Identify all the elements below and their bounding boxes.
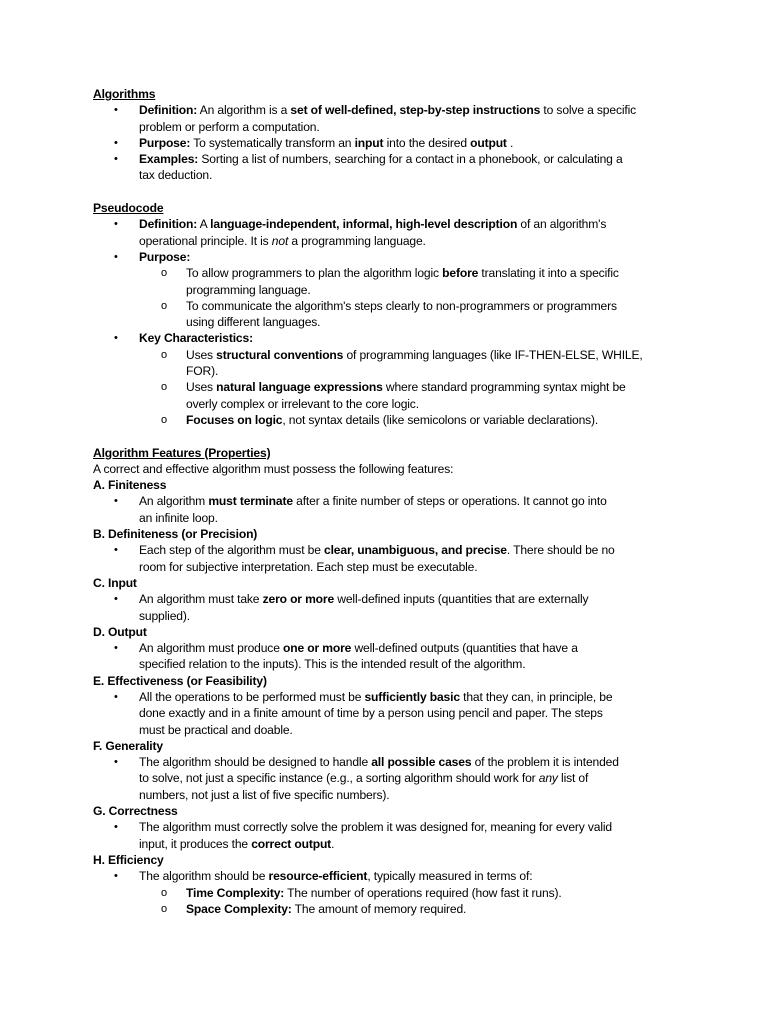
sub-list-item-continuation: FOR).	[186, 364, 219, 379]
list-item: • Examples: Sorting a list of numbers, searching for a contact in a phonebook, or calculating a	[114, 152, 623, 167]
feature-title-effectiveness: E. Effectiveness (or Feasibility)	[93, 673, 267, 688]
sub-list-item: o To allow programmers to plan the algorithm logic before translating it into a specific	[161, 266, 619, 281]
list-item-continuation: must be practical and doable.	[139, 722, 293, 737]
list-item: • Definition: A language-independent, informal, high-level description of an algorithm's	[114, 217, 607, 232]
list-item-continuation: input, it produces the correct output.	[139, 836, 335, 851]
circle-marker: o	[161, 299, 167, 312]
list-item: • Each step of the algorithm must be clear, unambiguous, and precise. There should be no	[114, 543, 615, 558]
bullet-marker: •	[114, 136, 118, 149]
list-item: • The algorithm should be designed to handle all possible cases of the problem it is intended	[114, 755, 619, 770]
features-intro: A correct and effective algorithm must possess the following features:	[93, 461, 454, 476]
feature-title-input: C. Input	[93, 575, 137, 590]
bullet-marker: •	[114, 690, 118, 703]
section-heading-pseudocode: Pseudocode	[93, 201, 164, 216]
bullet-marker: •	[114, 250, 118, 263]
feature-title-efficiency: H. Efficiency	[93, 852, 164, 867]
sub-list-item-continuation: programming language.	[186, 282, 311, 297]
document-body	[93, 86, 683, 917]
list-item: • The algorithm must correctly solve the problem it was designed for, meaning for every valid	[114, 820, 613, 835]
list-item-continuation: specified relation to the inputs). This is the intended result of the algorithm.	[139, 657, 526, 672]
list-item: • Key Characteristics:	[114, 331, 253, 346]
sub-list-item: o Time Complexity: The number of operations required (how fast it runs).	[161, 885, 562, 900]
feature-title-correctness: G. Correctness	[93, 804, 178, 819]
bullet-marker: •	[114, 218, 118, 231]
list-item: • Purpose: To systematically transform an input into the desired output .	[114, 135, 514, 150]
list-item: • An algorithm must produce one or more well-defined outputs (quantities that have a	[114, 641, 578, 656]
bullet-marker: •	[114, 593, 118, 606]
list-item-continuation: done exactly and in a finite amount of time by a person using pencil and paper. The steps	[139, 706, 603, 721]
list-item: • Definition: An algorithm is a set of well-defined, step-by-step instructions to solve a specific	[114, 103, 637, 118]
sub-list-item: o To communicate the algorithm's steps clearly to non-programmers or programmers	[161, 298, 617, 313]
list-item: • All the operations to be performed must be sufficiently basic that they can, in principle, be	[114, 689, 613, 704]
list-item: • Purpose:	[114, 249, 191, 264]
list-item-continuation: problem or perform a computation.	[139, 119, 320, 134]
sub-list-item: o Space Complexity: The amount of memory required.	[161, 901, 467, 916]
sub-list-item: o Uses structural conventions of programming languages (like IF-THEN-ELSE, WHILE,	[161, 347, 643, 362]
bullet-marker: •	[114, 870, 118, 883]
bullet-marker: •	[114, 544, 118, 557]
list-item-continuation: room for subjective interpretation. Each step must be executable.	[139, 559, 478, 574]
list-item: • An algorithm must terminate after a finite number of steps or operations. It cannot go into	[114, 494, 607, 509]
list-item-continuation: operational principle. It is not a programming language.	[139, 233, 426, 248]
bullet-marker: •	[114, 821, 118, 834]
circle-marker: o	[161, 267, 167, 280]
sub-list-item-continuation: overly complex or irrelevant to the core logic.	[186, 396, 419, 411]
list-item-continuation: to solve, not just a specific instance (e.g., a sorting algorithm should work for any list of	[139, 771, 589, 786]
section-heading-features: Algorithm Features (Properties)	[93, 445, 271, 460]
feature-title-finiteness: A. Finiteness	[93, 478, 167, 493]
bullet-marker: •	[114, 642, 118, 655]
feature-title-generality: F. Generality	[93, 738, 163, 753]
bullet-marker: •	[114, 104, 118, 117]
circle-marker: o	[161, 381, 167, 394]
bullet-marker: •	[114, 332, 118, 345]
bullet-marker: •	[114, 495, 118, 508]
list-item-continuation: an infinite loop.	[139, 510, 218, 525]
bullet-marker: •	[114, 756, 118, 769]
sub-list-item-continuation: using different languages.	[186, 315, 321, 330]
list-item-continuation: numbers, not just a list of five specific numbers).	[139, 787, 390, 802]
bullet-marker: •	[114, 153, 118, 166]
list-item: • An algorithm must take zero or more well-defined inputs (quantities that are externally	[114, 592, 589, 607]
sub-list-item: o Focuses on logic, not syntax details (like semicolons or variable declarations).	[161, 412, 599, 427]
circle-marker: o	[161, 413, 167, 426]
section-heading-algorithms: Algorithms	[93, 87, 156, 101]
sub-list-item: o Uses natural language expressions where standard programming syntax might be	[161, 380, 626, 395]
circle-marker: o	[161, 348, 167, 361]
feature-title-output: D. Output	[93, 624, 147, 639]
list-item: • The algorithm should be resource-efficient, typically measured in terms of:	[114, 869, 533, 884]
list-item-continuation: supplied).	[139, 608, 190, 623]
feature-title-definiteness: B. Definiteness (or Precision)	[93, 527, 258, 542]
circle-marker: o	[161, 902, 167, 915]
circle-marker: o	[161, 886, 167, 899]
list-item-continuation: tax deduction.	[139, 168, 213, 183]
